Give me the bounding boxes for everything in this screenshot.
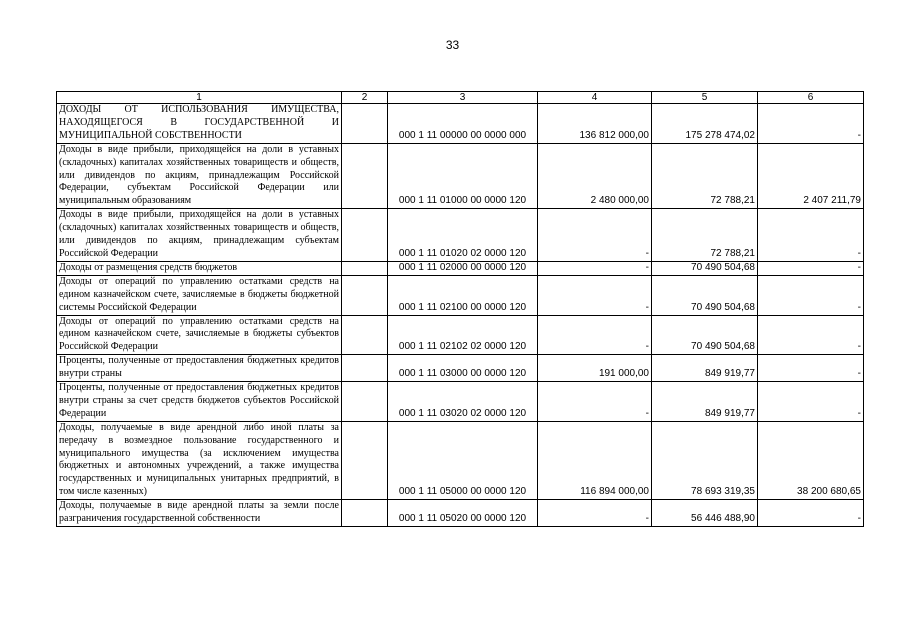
table-row: [57, 261, 864, 275]
revenue-table: [56, 91, 864, 527]
row-col4: 136 812 000,00: [538, 104, 652, 144]
row-col5: 175 278 474,02: [652, 104, 758, 144]
page-number: 33: [445, 38, 460, 52]
table-row: [57, 355, 864, 382]
column-header: 1: [57, 92, 342, 104]
row-col4: -: [538, 500, 652, 527]
row-name: Проценты, полученные от предоставления бюджетных кредитов внутри страны: [57, 355, 342, 382]
row-name: Доходы, получаемые в виде арендной либо иной платы за передачу в возмездное пользование государственного и муниципального имущества (за исключением имущества бюджетных и автономных учреждений, а также имущества государственных и муниципальных унитарных предприятий, в том числе казенных): [57, 421, 342, 499]
row-col5: 72 788,21: [652, 143, 758, 209]
row-col6: -: [758, 315, 864, 355]
row-col2: [342, 421, 388, 499]
row-name: Доходы от операций по управлению остатками средств на едином казначейском счете, зачисляемые в бюджеты бюджетной системы Российской Федерации: [57, 275, 342, 315]
row-col2: [342, 315, 388, 355]
row-code: 000 1 11 01000 00 0000 120: [388, 143, 538, 209]
row-col4: -: [538, 382, 652, 422]
row-col6: -: [758, 209, 864, 262]
row-col2: [342, 209, 388, 262]
row-col4: -: [538, 315, 652, 355]
row-col4: -: [538, 209, 652, 262]
row-name: Доходы, получаемые в виде арендной платы за земли после разграничения государственной собственности: [57, 500, 342, 527]
row-col6: -: [758, 104, 864, 144]
column-header: 5: [652, 92, 758, 104]
row-col5: 70 490 504,68: [652, 261, 758, 275]
row-col2: [342, 143, 388, 209]
row-name: Доходы от размещения средств бюджетов: [57, 261, 342, 275]
column-header: 6: [758, 92, 864, 104]
row-col4: 116 894 000,00: [538, 421, 652, 499]
table-row: [57, 275, 864, 315]
row-code: 000 1 11 02100 00 0000 120: [388, 275, 538, 315]
row-col5: 70 490 504,68: [652, 275, 758, 315]
row-name: ДОХОДЫ ОТ ИСПОЛЬЗОВАНИЯ ИМУЩЕСТВА, НАХОДЯЩЕГОСЯ В ГОСУДАРСТВЕННОЙ И МУНИЦИПАЛЬНОЙ СОБСТВЕННОСТИ: [57, 104, 342, 144]
table-row: [57, 382, 864, 422]
row-code: 000 1 11 05020 00 0000 120: [388, 500, 538, 527]
row-col2: [342, 500, 388, 527]
row-col5: 72 788,21: [652, 209, 758, 262]
row-col5: 849 919,77: [652, 355, 758, 382]
row-col2: [342, 104, 388, 144]
row-col5: 78 693 319,35: [652, 421, 758, 499]
table-row: [57, 421, 864, 499]
column-header: 2: [342, 92, 388, 104]
row-col6: 2 407 211,79: [758, 143, 864, 209]
row-code: 000 1 11 05000 00 0000 120: [388, 421, 538, 499]
table-row: [57, 500, 864, 527]
row-name: Доходы в виде прибыли, приходящейся на доли в уставных (складочных) капиталах хозяйственных товариществ и обществ, или дивидендов по акциям, принадлежащим Российской Федерации, субъектам Российской Федерации или муниципальным образованиям: [57, 143, 342, 209]
row-col2: [342, 355, 388, 382]
table-row: [57, 104, 864, 144]
row-col2: [342, 261, 388, 275]
column-header: 3: [388, 92, 538, 104]
row-name: Доходы от операций по управлению остатками средств на едином казначейском счете, зачисляемые в бюджеты субъектов Российской Федерации: [57, 315, 342, 355]
row-col5: 56 446 488,90: [652, 500, 758, 527]
row-code: 000 1 11 02102 02 0000 120: [388, 315, 538, 355]
row-col4: -: [538, 261, 652, 275]
row-code: 000 1 11 03020 02 0000 120: [388, 382, 538, 422]
row-col5: 70 490 504,68: [652, 315, 758, 355]
table-row: [57, 209, 864, 262]
row-col6: -: [758, 500, 864, 527]
row-col2: [342, 275, 388, 315]
table-header-row: [57, 92, 864, 104]
row-col4: -: [538, 275, 652, 315]
row-col2: [342, 382, 388, 422]
row-col6: -: [758, 261, 864, 275]
row-col6: 38 200 680,65: [758, 421, 864, 499]
row-col4: 191 000,00: [538, 355, 652, 382]
row-code: 000 1 11 02000 00 0000 120: [388, 261, 538, 275]
row-col6: -: [758, 275, 864, 315]
row-col5: 849 919,77: [652, 382, 758, 422]
row-col6: -: [758, 382, 864, 422]
row-code: 000 1 11 01020 02 0000 120: [388, 209, 538, 262]
row-name: Доходы в виде прибыли, приходящейся на доли в уставных (складочных) капиталах хозяйственных товариществ и обществ, или дивидендов по акциям, принадлежащим субъектам Российской Федерации: [57, 209, 342, 262]
table-row: [57, 315, 864, 355]
row-code: 000 1 11 00000 00 0000 000: [388, 104, 538, 144]
table-row: [57, 143, 864, 209]
column-header: 4: [538, 92, 652, 104]
row-name: Проценты, полученные от предоставления бюджетных кредитов внутри страны за счет средств бюджетов субъектов Российской Федерации: [57, 382, 342, 422]
row-col4: 2 480 000,00: [538, 143, 652, 209]
row-code: 000 1 11 03000 00 0000 120: [388, 355, 538, 382]
row-col6: -: [758, 355, 864, 382]
